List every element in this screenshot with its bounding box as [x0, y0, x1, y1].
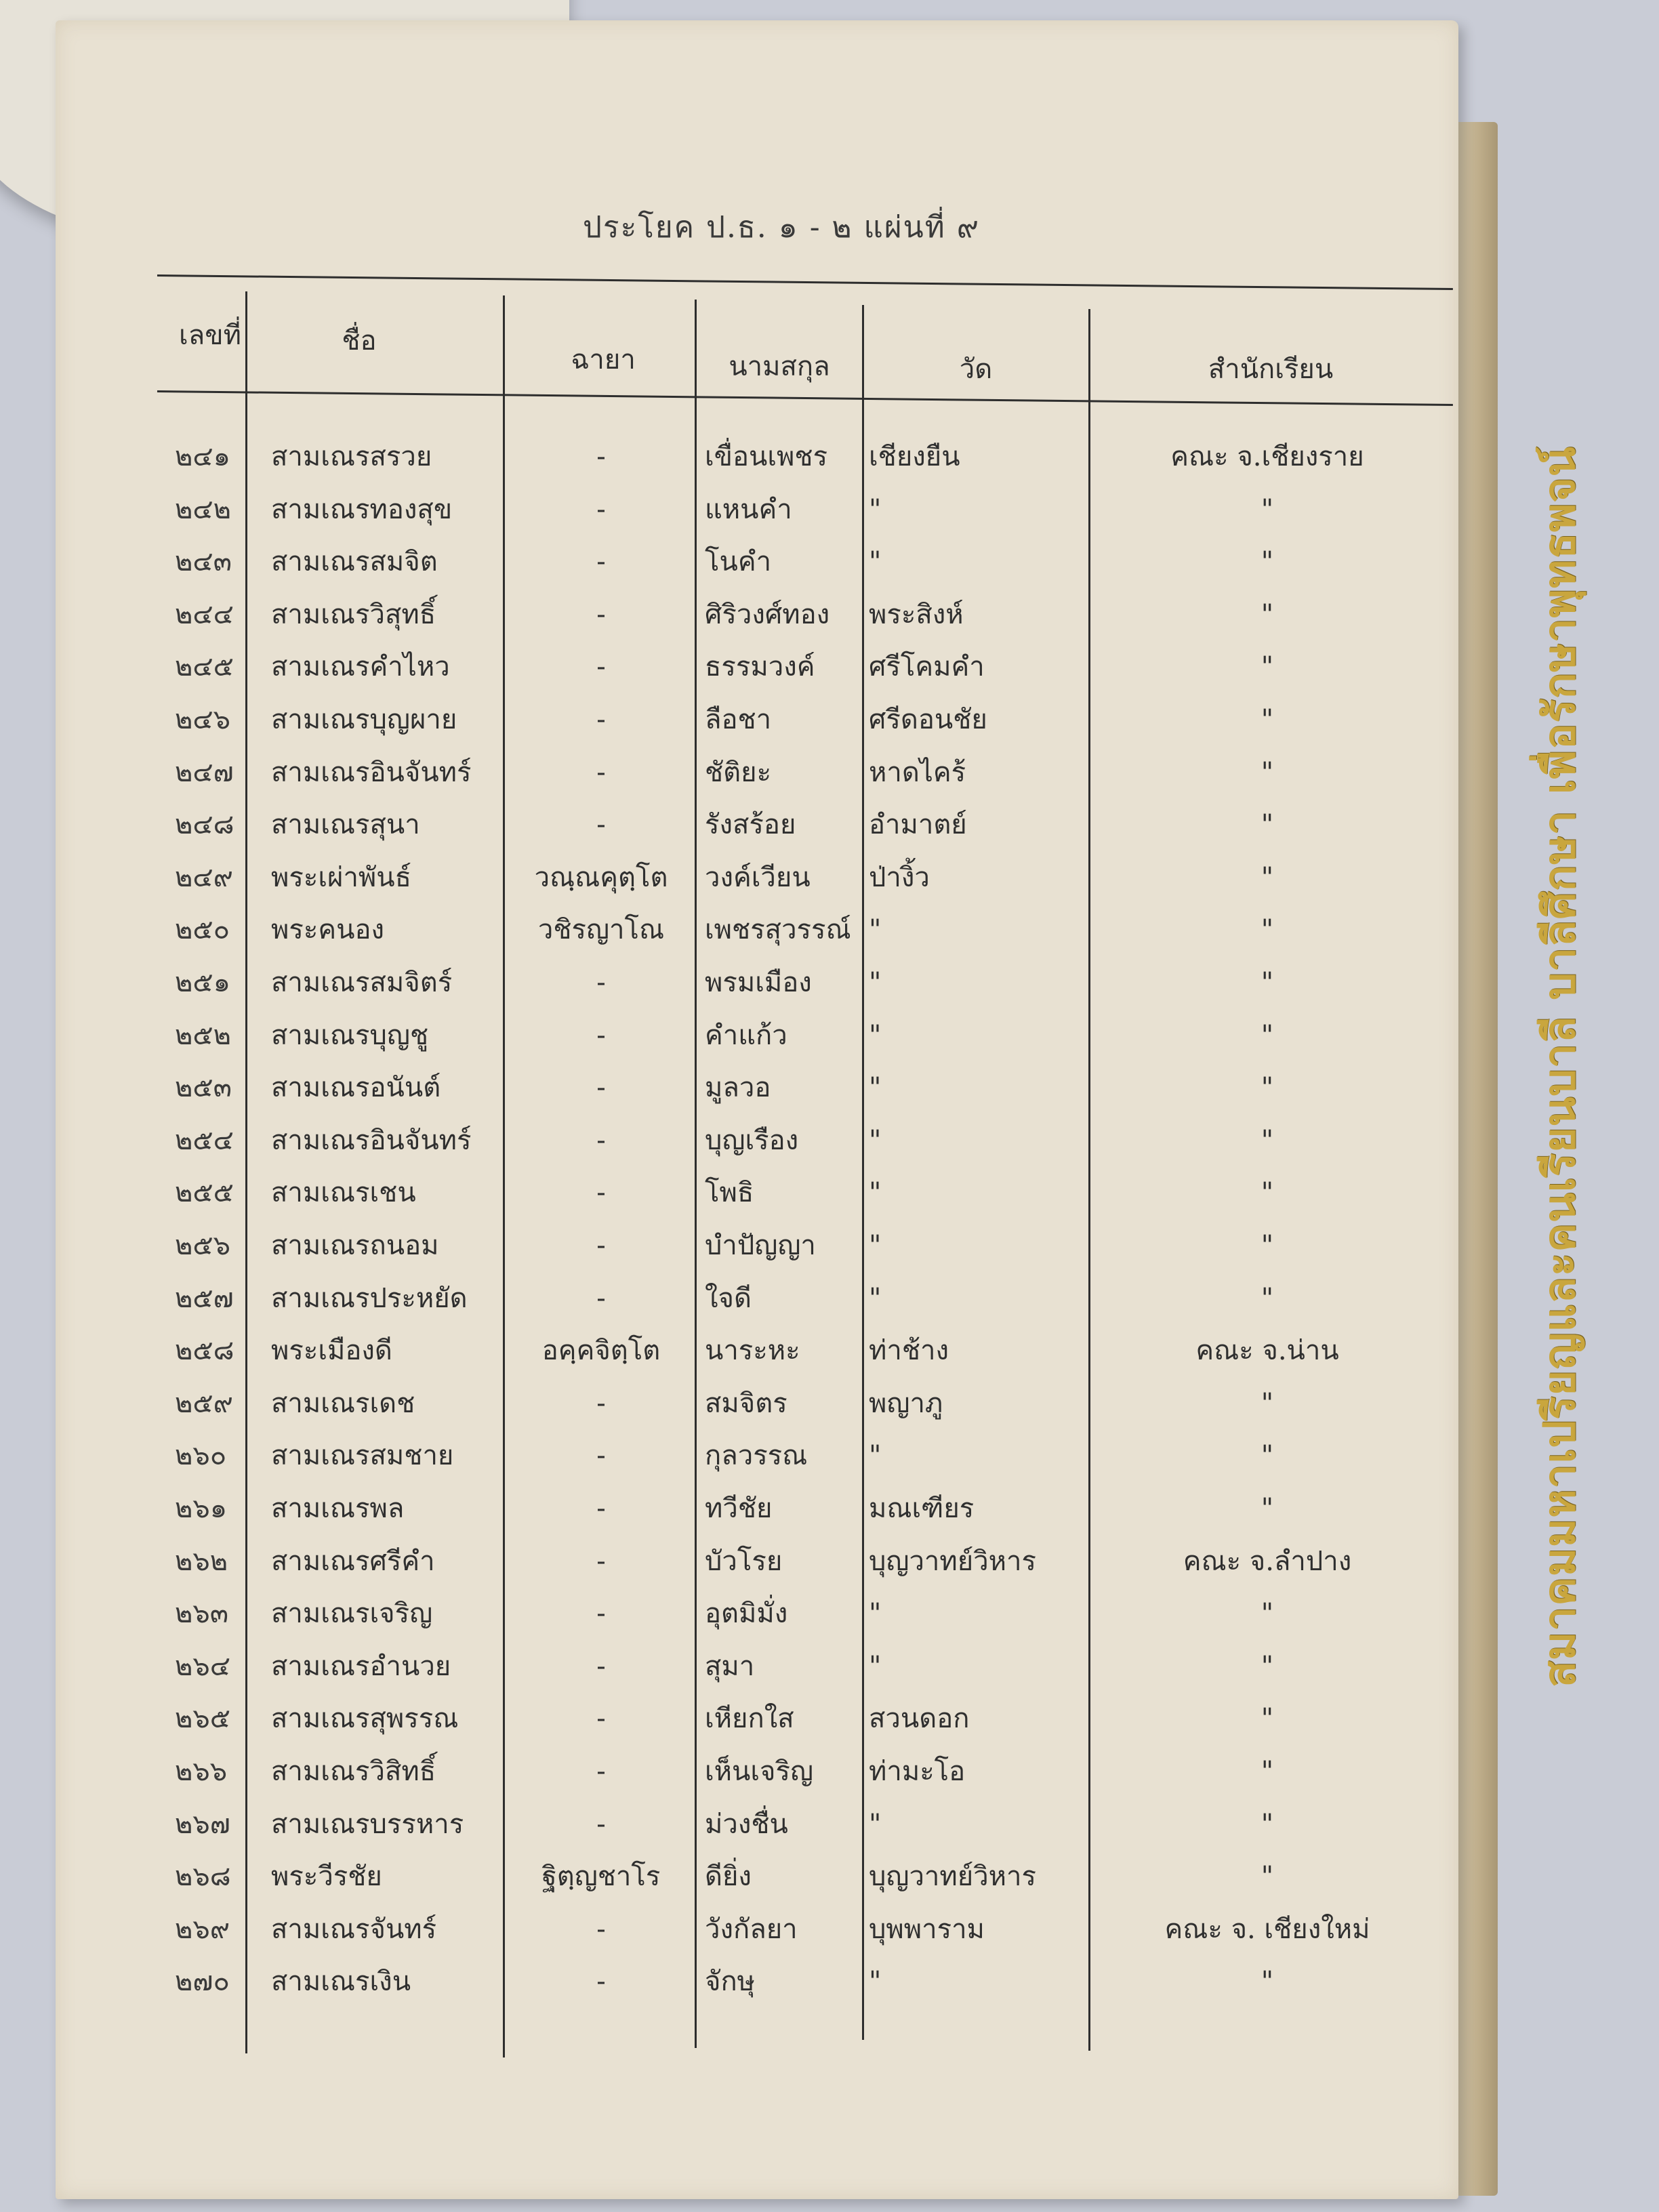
- row-number: ๒๔๖: [175, 704, 231, 735]
- row-name: พระคนอง: [271, 914, 384, 946]
- row-temple: พระสิงห์: [869, 598, 964, 630]
- row-name: สามเณรเจริญ: [271, 1598, 433, 1630]
- row-school: ": [1261, 1019, 1274, 1051]
- header-no: เลขที่: [179, 320, 241, 351]
- row-surname: รังสร้อย: [705, 809, 796, 841]
- row-number: ๒๖๘: [175, 1861, 231, 1893]
- row-surname: ศิริวงศ์ทอง: [705, 598, 830, 630]
- row-title: -: [596, 1808, 606, 1840]
- row-name: สามเณรอำนวย: [271, 1650, 451, 1682]
- row-title: -: [596, 1545, 606, 1577]
- row-temple: ": [869, 546, 882, 578]
- row-name: สามเณรบุญผาย: [271, 704, 457, 735]
- row-number: ๒๗๐: [175, 1966, 230, 1998]
- row-name: สามเณรเดช: [271, 1387, 415, 1419]
- row-title: -: [596, 1072, 606, 1104]
- row-number: ๒๖๔: [175, 1650, 231, 1682]
- row-title: -: [596, 1493, 606, 1524]
- row-number: ๒๔๗: [175, 756, 234, 788]
- row-title: อคฺคจิตฺโต: [541, 1335, 661, 1367]
- row-title: -: [596, 1598, 606, 1630]
- row-number: ๒๔๔: [175, 598, 234, 630]
- row-school: คณะ จ. เชียงใหม่: [1164, 1913, 1370, 1945]
- row-name: สามเณรอินจันทร์: [271, 1124, 472, 1156]
- row-name: สามเณรพล: [271, 1493, 405, 1524]
- row-temple: หาดไคร้: [869, 756, 966, 788]
- row-name: สามเณรคำไหว: [271, 651, 450, 683]
- row-name: สามเณรเชน: [271, 1177, 416, 1209]
- table-row: [0, 1799, 1659, 1850]
- row-number: ๒๕๓: [175, 1072, 232, 1104]
- row-temple: ": [869, 1230, 882, 1261]
- row-surname: บำปัญญา: [705, 1230, 816, 1261]
- row-school: ": [1261, 493, 1274, 525]
- row-surname: เพชรสุวรรณ์: [705, 914, 851, 946]
- row-name: พระวีรชัย: [271, 1861, 382, 1893]
- row-name: สามเณรศรีคำ: [271, 1545, 435, 1577]
- row-school: ": [1261, 1282, 1274, 1314]
- table-row: [0, 1641, 1659, 1692]
- row-school: ": [1261, 809, 1274, 841]
- row-school: ": [1261, 1493, 1274, 1524]
- row-temple: ": [869, 1177, 882, 1209]
- row-school: ": [1261, 1440, 1274, 1472]
- row-school: ": [1261, 967, 1274, 998]
- row-surname: ลือชา: [705, 704, 772, 735]
- row-temple: มณเฑียร: [869, 1493, 975, 1524]
- row-temple: ท่าช้าง: [869, 1335, 949, 1367]
- row-name: สามเณรถนอม: [271, 1230, 439, 1261]
- row-number: ๒๖๑: [175, 1493, 228, 1524]
- row-school: ": [1261, 1650, 1274, 1682]
- row-name: สามเณรสมจิต: [271, 546, 438, 578]
- row-title: -: [596, 967, 606, 998]
- page-title: ประโยค ป.ธ. ๑ - ๒ แผ่นที่ ๙: [583, 210, 980, 245]
- row-surname: ชัติยะ: [705, 756, 772, 788]
- table-row: [0, 694, 1659, 745]
- row-temple: ": [869, 1282, 882, 1314]
- row-number: ๒๖๙: [175, 1913, 230, 1945]
- row-surname: จักษุ: [705, 1966, 756, 1998]
- row-school: ": [1261, 1072, 1274, 1104]
- row-name: สามเณรวิสิทธิ์: [271, 1756, 436, 1787]
- row-name: พระเมืองดี: [271, 1335, 392, 1367]
- row-temple: ": [869, 1072, 882, 1104]
- row-school: ": [1261, 1703, 1274, 1735]
- row-school: ": [1261, 1177, 1274, 1209]
- row-title: วชิรญาโณ: [537, 914, 665, 946]
- row-title: -: [596, 1756, 606, 1787]
- row-surname: ใจดี: [705, 1282, 752, 1314]
- table-row: [0, 641, 1659, 693]
- table-row: [0, 1167, 1659, 1218]
- table-row: [0, 1378, 1659, 1429]
- row-name: สามเณรบุญชู: [271, 1019, 429, 1051]
- row-temple: ": [869, 967, 882, 998]
- row-temple: อำมาตย์: [869, 809, 967, 841]
- row-school: ": [1261, 1387, 1274, 1419]
- row-surname: ธรรมวงค์: [705, 651, 815, 683]
- row-title: -: [596, 756, 606, 788]
- row-temple: บุญวาทย์วิหาร: [869, 1545, 1036, 1577]
- row-surname: แหนคำ: [705, 493, 792, 525]
- row-number: ๒๔๒: [175, 493, 232, 525]
- table-row: [0, 852, 1659, 903]
- row-number: ๒๖๕: [175, 1703, 231, 1735]
- row-title: -: [596, 1124, 606, 1156]
- row-number: ๒๖๒: [175, 1545, 228, 1577]
- row-surname: โนคำ: [705, 546, 772, 578]
- row-number: ๒๔๘: [175, 809, 234, 841]
- row-title: -: [596, 704, 606, 735]
- table-row: [0, 1010, 1659, 1061]
- header-name: ชื่อ: [342, 325, 377, 356]
- table-row: [0, 799, 1659, 851]
- row-surname: บุญเรือง: [705, 1124, 799, 1156]
- row-school: ": [1261, 598, 1274, 630]
- row-title: -: [596, 1177, 606, 1209]
- row-temple: ": [869, 493, 882, 525]
- row-temple: ": [869, 1966, 882, 1998]
- row-name: สามเณรสมจิตร์: [271, 967, 453, 998]
- table-row: [0, 1220, 1659, 1271]
- table-row: [0, 1904, 1659, 1955]
- row-name: สามเณรจันทร์: [271, 1913, 437, 1945]
- row-school: ": [1261, 1230, 1274, 1261]
- table-row: [0, 1536, 1659, 1587]
- row-school: ": [1261, 546, 1274, 578]
- row-title: -: [596, 1019, 606, 1051]
- row-temple: พญาภู: [869, 1387, 943, 1419]
- table-row: [0, 1588, 1659, 1639]
- row-surname: สุมา: [705, 1650, 755, 1682]
- row-surname: เหียกใส: [705, 1703, 794, 1735]
- watermark-text: สมาคมมหาเปรียญและคนเรียนบาลี บาลีศึกษา เพื่อรักษาพุทธพจน์: [1535, 446, 1585, 1687]
- row-title: -: [596, 1282, 606, 1314]
- header-school: สำนักเรียน: [1208, 354, 1334, 385]
- table-row: [0, 1062, 1659, 1113]
- row-title: -: [596, 493, 606, 525]
- row-title: -: [596, 1230, 606, 1261]
- table-row: [0, 1325, 1659, 1376]
- row-school: ": [1261, 1756, 1274, 1787]
- row-name: สามเณรสุพรรณ: [271, 1703, 459, 1735]
- row-temple: ": [869, 1808, 882, 1840]
- row-number: ๒๕๖: [175, 1230, 231, 1261]
- row-school: ": [1261, 1861, 1274, 1893]
- row-school: ": [1261, 1124, 1274, 1156]
- row-title: วณฺณคุตฺโต: [534, 861, 668, 893]
- row-school: คณะ จ.ลำปาง: [1183, 1545, 1352, 1577]
- table-row: [0, 1483, 1659, 1534]
- row-surname: อุตมิมั่ง: [705, 1598, 788, 1630]
- row-surname: กุลวรรณ: [705, 1440, 808, 1472]
- row-number: ๒๕๘: [175, 1335, 234, 1367]
- row-school: ": [1261, 1598, 1274, 1630]
- row-number: ๒๖๐: [175, 1440, 227, 1472]
- row-name: สามเณรทองสุข: [271, 493, 453, 525]
- row-surname: สมจิตร: [705, 1387, 787, 1419]
- table-row: [0, 957, 1659, 1008]
- row-surname: เขื่อนเพชร: [705, 441, 828, 472]
- row-title: -: [596, 1966, 606, 1998]
- table-row: [0, 747, 1659, 798]
- header-surname: นามสกุล: [729, 351, 830, 382]
- row-school: ": [1261, 1808, 1274, 1840]
- row-school: คณะ จ.เชียงราย: [1170, 441, 1364, 472]
- row-number: ๒๖๖: [175, 1756, 228, 1787]
- row-surname: วงค์เวียน: [705, 861, 811, 893]
- row-surname: วังกัลยา: [705, 1913, 798, 1945]
- row-name: สามเณรอนันต์: [271, 1072, 441, 1104]
- row-school: ": [1261, 704, 1274, 735]
- table-row: [0, 589, 1659, 640]
- row-name: สามเณรสุนา: [271, 809, 420, 841]
- row-temple: ศรีโคมคำ: [869, 651, 985, 683]
- table-row: [0, 1693, 1659, 1744]
- row-title: -: [596, 809, 606, 841]
- row-school: ": [1261, 651, 1274, 683]
- row-temple: ": [869, 1598, 882, 1630]
- row-surname: คำแก้ว: [705, 1019, 787, 1051]
- row-temple: ": [869, 1440, 882, 1472]
- row-surname: โพธิ: [705, 1177, 754, 1209]
- row-name: สามเณรประหยัด: [271, 1282, 468, 1314]
- row-school: ": [1261, 914, 1274, 946]
- row-title: -: [596, 1913, 606, 1945]
- row-temple: ": [869, 1019, 882, 1051]
- row-surname: นาระหะ: [705, 1335, 800, 1367]
- row-number: ๒๕๙: [175, 1387, 233, 1419]
- row-title: -: [596, 1703, 606, 1735]
- row-number: ๒๕๒: [175, 1019, 232, 1051]
- row-name: สามเณรอินจันทร์: [271, 756, 472, 788]
- row-title: -: [596, 651, 606, 683]
- row-temple: ป่างิ้ว: [869, 861, 930, 893]
- row-temple: ": [869, 1650, 882, 1682]
- row-title: -: [596, 1387, 606, 1419]
- row-school: ": [1261, 861, 1274, 893]
- row-surname: ดียิ่ง: [705, 1861, 752, 1893]
- row-number: ๒๖๓: [175, 1598, 229, 1630]
- row-number: ๒๖๗: [175, 1808, 230, 1840]
- row-temple: บุพพาราม: [869, 1913, 985, 1945]
- row-school: ": [1261, 1966, 1274, 1998]
- row-name: สามเณรสรวย: [271, 441, 432, 472]
- table-row: [0, 1273, 1659, 1324]
- row-temple: ": [869, 914, 882, 946]
- row-number: ๒๕๗: [175, 1282, 234, 1314]
- row-surname: มูลวอ: [705, 1072, 771, 1104]
- row-name: สามเณรสมชาย: [271, 1440, 454, 1472]
- row-number: ๒๕๐: [175, 914, 230, 946]
- row-temple: ": [869, 1124, 882, 1156]
- row-surname: ม่วงชื่น: [705, 1808, 788, 1840]
- row-title: -: [596, 1440, 606, 1472]
- table-row: [0, 904, 1659, 956]
- header-temple: วัด: [959, 354, 993, 385]
- row-number: ๒๔๑: [175, 441, 231, 472]
- row-school: ": [1261, 756, 1274, 788]
- table-row: [0, 1956, 1659, 2007]
- row-surname: บัวโรย: [705, 1545, 783, 1577]
- table-row: [0, 1115, 1659, 1166]
- row-surname: พรมเมือง: [705, 967, 812, 998]
- table-row: [0, 1851, 1659, 1902]
- row-temple: ท่ามะโอ: [869, 1756, 966, 1787]
- row-title: -: [596, 546, 606, 578]
- table-row: [0, 431, 1659, 483]
- row-name: สามเณรบรรหาร: [271, 1808, 464, 1840]
- row-name: พระเผ่าพันธ์: [271, 861, 412, 893]
- row-name: สามเณรวิสุทธิ์: [271, 598, 436, 630]
- table-row: [0, 1746, 1659, 1797]
- row-number: ๒๔๙: [175, 861, 233, 893]
- row-number: ๒๕๕: [175, 1177, 234, 1209]
- row-surname: เห็นเจริญ: [705, 1756, 814, 1787]
- row-number: ๒๔๓: [175, 546, 232, 578]
- row-title: ฐิตฺญชาโร: [541, 1861, 661, 1893]
- row-number: ๒๔๕: [175, 651, 234, 683]
- row-temple: ศรีดอนชัย: [869, 704, 987, 735]
- row-name: สามเณรเงิน: [271, 1966, 411, 1998]
- row-school: คณะ จ.น่าน: [1195, 1335, 1339, 1367]
- row-title: -: [596, 598, 606, 630]
- row-title: -: [596, 1650, 606, 1682]
- row-number: ๒๕๔: [175, 1124, 234, 1156]
- row-title: -: [596, 441, 606, 472]
- header-title: ฉายา: [571, 344, 636, 375]
- table-row: [0, 536, 1659, 588]
- row-surname: ทวีชัย: [705, 1493, 773, 1524]
- row-temple: บุญวาทย์วิหาร: [869, 1861, 1036, 1893]
- table-row: [0, 484, 1659, 535]
- table-row: [0, 1430, 1659, 1481]
- row-number: ๒๕๑: [175, 967, 231, 998]
- row-temple: เชียงยืน: [869, 441, 960, 472]
- row-temple: สวนดอก: [869, 1703, 970, 1735]
